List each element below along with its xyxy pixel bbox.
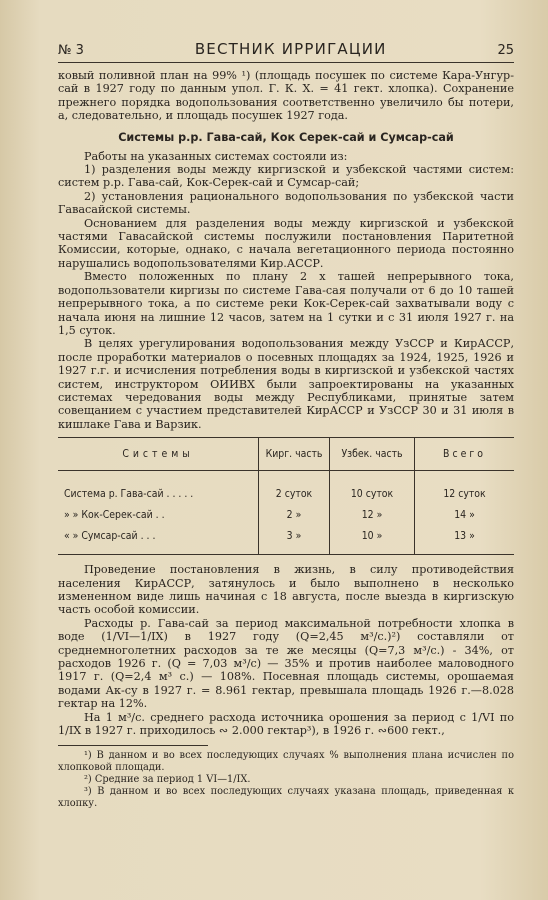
- body-paragraph-4: Основанием для разделения воды между киргизской и узбекской частями Гавасайской системы послужили постановления Паритетной Комиссии, которые, однако, с начала вегетационного периода постоянно нарушались водопользователями Кир.АССР.: [58, 216, 514, 270]
- body-paragraph-8: Расходы р. Гава-сай за период максимальной потребности хлопка в воде (1/VI—1/IX) в 1927 году (Q=2,45 м³/с.)²) составляли от среднемноголетних расходов за те же месяцы (Q=7,3 м³/с.) - 34%, от расходов 1926 г. (Q = 7,03 м³/с) — 35% и против наиболее маловодного 1917 г. (Q=2,4 м³ с.) — 108%. Посевная площадь системы, орошаемая водами Ак-су в 1927 г. = 8.961 гектар, превышала площадь 1926 г.—8.028 гектар на 12%.: [58, 616, 514, 711]
- table-row: [58, 525, 514, 555]
- page-number: 25: [497, 43, 514, 58]
- total-days: 14 »: [415, 504, 515, 525]
- body-paragraph-9: На 1 м³/с. среднего расхода источника орошения за период с 1/VI по 1/IX в 1927 г. приходилось ∾ 2.000 гектар³), в 1926 г. ∾600 гект.,: [58, 710, 514, 738]
- system-name: « » Сумсар-сай . . .: [58, 525, 259, 555]
- running-header: [58, 40, 514, 63]
- system-name: » » Кок-Серек-сай . .: [64, 508, 165, 521]
- system-name: Система р. Гава-сай . . . . .: [64, 487, 194, 500]
- kyrgyz-days: 2 »: [259, 504, 330, 525]
- table-row: [58, 504, 514, 525]
- col-header-systems: Системы: [58, 438, 259, 471]
- footnote-divider: [58, 745, 208, 746]
- body-paragraph-1: Работы на указанных системах состояли из:: [84, 149, 348, 163]
- water-rotation-table: [58, 437, 514, 555]
- footnote-2: ²) Средние за период 1 VI—1/IX.: [84, 774, 251, 786]
- col-header-kyrgyz: Кирг. часть: [259, 438, 330, 471]
- body-paragraph-3: 2) установления рационального водопользования по узбекской части Гавасайской системы.: [58, 189, 514, 217]
- issue-number: № 3: [58, 43, 84, 58]
- col-header-uzbek: Узбек. часть: [330, 438, 415, 471]
- uzbek-days: 10 суток: [330, 471, 415, 505]
- footnote-3: ³) В данном и во всех последующих случаях указана площадь, приведенная к хлопку.: [58, 786, 514, 810]
- total-days: 12 суток: [415, 471, 515, 505]
- uzbek-days: 12 »: [330, 504, 415, 525]
- journal-title: ВЕСТНИК ИРРИГАЦИИ: [194, 40, 387, 58]
- footnote-1: ¹) В данном и во всех последующих случаях % выполнения плана исчислен по хлопковой площади.: [58, 750, 514, 774]
- body-paragraph-7: Проведение постановления в жизнь, в силу противодействия населения КирАССР, затянулось и было выполнено в несколько измененном виде лишь начиная с 18 августа, после выезда в киргизскую часть особой комиссии.: [58, 563, 514, 617]
- table-row: [58, 471, 514, 505]
- col-header-total: Всего: [415, 438, 515, 471]
- kyrgyz-days: 2 суток: [259, 471, 330, 505]
- table-header-row: [58, 438, 514, 471]
- section-heading: Системы р.р. Гава-сай, Кок Серек-сай и Сумсар-сай: [118, 130, 454, 144]
- continued-paragraph: ковый поливной план на 99% ¹) (площадь посушек по системе Кара-Унгур-сай в 1927 году по данным упол. Г. К. Х. = 41 гект. хлопка). Сохранение прежнего порядка водопользования соответственно увеличило бы потери, а, следовательно, и площадь посушек 1927 года.: [58, 69, 514, 123]
- uzbek-days: 10 »: [330, 525, 415, 555]
- body-paragraph-2: 1) разделения воды между киргизской и узбекской частями систем: систем р.р. Гава-сай, Кок-Серек-сай и Сумсар-сай;: [58, 163, 514, 190]
- footnotes: [58, 750, 514, 810]
- body-paragraph-6: В целях урегулирования водопользования между УзССР и КирАССР, после проработки материалов о посевных площадях за 1924, 1925, 1926 и 1927 г.г. и исчисления потребления воды в киргизской и узбекской частях систем, инструктором ОИИВХ были запроектированы на указанных системах чередования воды между Республиками, принятые затем совещанием с участием представителей КирАССР и УзССР 30 и 31 июля в кишлаке Гава и Варзик.: [58, 337, 514, 431]
- total-days: 13 »: [415, 525, 515, 555]
- kyrgyz-days: 3 »: [259, 525, 330, 555]
- body-paragraph-5: Вместо положенных по плану 2 х ташей непрерывного тока, водопользователи киргизы по системе Гава-сая получали от 6 до 10 ташей непрерывного тока, а по системе реки Кок-Серек-сай захватывали воду с начала июня на лишние 12 часов, затем на 1 сутки и с 31 июля 1927 г. на 1,5 суток.: [58, 270, 514, 337]
